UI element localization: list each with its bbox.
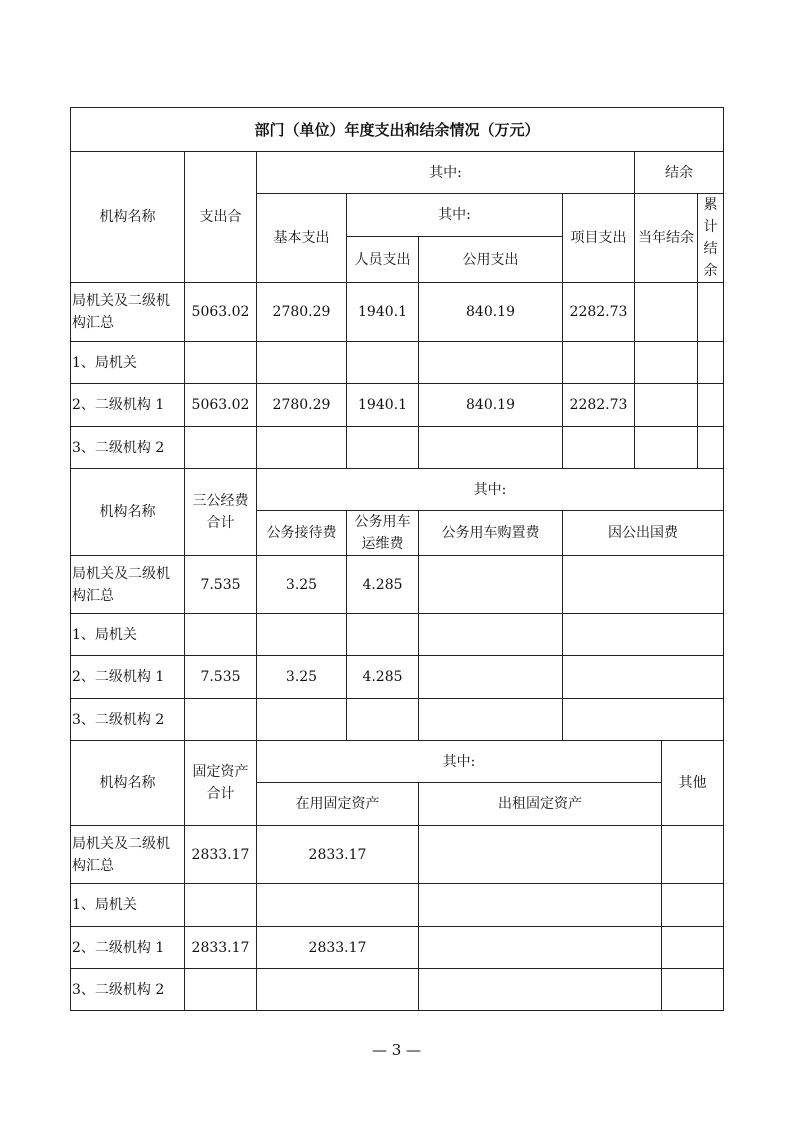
s1-cell-cum-balance [698,384,724,427]
s1-header-cur-balance: 当年结余 [635,194,698,283]
s1-cell-total [185,427,257,469]
table-row [71,283,724,342]
s1-cell-project: 2282.73 [563,283,635,342]
s1-cell-cur-balance [635,342,698,384]
s1-header-org-name: 机构名称 [71,152,185,283]
s1-cell-public: 840.19 [419,283,563,342]
s1-cell-project [563,342,635,384]
s2-header-reception: 公务接待费 [257,511,347,556]
s2-header-org-name: 机构名称 [71,469,185,556]
s3-cell-in-use [257,969,419,1011]
s2-cell-vehicle-op [347,699,419,741]
page-number: — 3 — [371,1041,422,1059]
s1-cell-public [419,427,563,469]
s3-row-name: 局机关及二级机构汇总 [71,826,185,884]
s2-cell-abroad [563,656,724,699]
s2-cell-total: 7.535 [185,656,257,699]
table-row [71,427,724,469]
s3-cell-in-use: 2833.17 [257,826,419,884]
s1-cell-personnel [347,427,419,469]
table-row [71,927,724,969]
s1-cell-basic: 2780.29 [257,283,347,342]
table-row [71,656,724,699]
document-table-wrapper [70,107,724,1011]
s1-cell-cum-balance [698,342,724,384]
s2-cell-vehicle-op: 4.285 [347,656,419,699]
s2-header-vehicle-op: 公务用车运维费 [347,511,419,556]
s1-cell-basic: 2780.29 [257,384,347,427]
s1-header-public: 公用支出 [419,237,563,283]
s2-header-total: 三公经费合计 [185,469,257,556]
s1-header-project: 项目支出 [563,194,635,283]
s2-cell-abroad [563,614,724,656]
s1-cell-total [185,342,257,384]
s3-cell-total: 2833.17 [185,826,257,884]
table-row [71,826,724,884]
s1-header-personnel: 人员支出 [347,237,419,283]
table-row [71,342,724,384]
s3-cell-rented [419,884,662,927]
s1-cell-project: 2282.73 [563,384,635,427]
s2-cell-abroad [563,699,724,741]
s2-cell-vehicle-buy [419,556,563,614]
s1-cell-personnel: 1940.1 [347,283,419,342]
table-row [71,614,724,656]
s2-row-name: 局机关及二级机构汇总 [71,556,185,614]
s1-header-total: 支出合 [185,152,257,283]
s1-cell-cum-balance [698,427,724,469]
s2-cell-reception: 3.25 [257,556,347,614]
s1-cell-basic [257,427,347,469]
s1-header-among: 其中: [257,152,635,194]
s3-cell-total [185,884,257,927]
s3-row-name: 3、二级机构 2 [71,969,185,1011]
s2-cell-vehicle-op: 4.285 [347,556,419,614]
table-row [71,384,724,427]
table-row [71,556,724,614]
s1-cell-cur-balance [635,427,698,469]
s2-row-name: 1、局机关 [71,614,185,656]
s3-cell-other [662,826,724,884]
s3-cell-other [662,927,724,969]
s3-cell-other [662,884,724,927]
s2-header-vehicle-buy: 公务用车购置费 [419,511,563,556]
s1-cell-basic [257,342,347,384]
s3-header-among: 其中: [257,741,662,783]
s1-cell-cum-balance [698,283,724,342]
s3-row-name: 2、二级机构 1 [71,927,185,969]
s3-header-org-name: 机构名称 [71,741,185,826]
s3-row-name: 1、局机关 [71,884,185,927]
s3-cell-in-use [257,884,419,927]
s2-cell-total [185,699,257,741]
s2-cell-total: 7.535 [185,556,257,614]
s3-cell-other [662,969,724,1011]
s2-cell-reception: 3.25 [257,656,347,699]
table-row [71,969,724,1011]
s2-row-name: 3、二级机构 2 [71,699,185,741]
s1-row-name: 1、局机关 [71,342,185,384]
s2-row-name: 2、二级机构 1 [71,656,185,699]
s2-cell-vehicle-buy [419,656,563,699]
s2-cell-vehicle-buy [419,614,563,656]
s1-row-name: 局机关及二级机构汇总 [71,283,185,342]
s2-cell-vehicle-op [347,614,419,656]
s1-cell-project [563,427,635,469]
expenditure-balance-table [70,107,724,1011]
s1-cell-total: 5063.02 [185,283,257,342]
s3-cell-in-use: 2833.17 [257,927,419,969]
s1-cell-public: 840.19 [419,384,563,427]
s2-cell-abroad [563,556,724,614]
s3-header-in-use: 在用固定资产 [257,783,419,826]
s2-cell-reception [257,614,347,656]
s3-header-total: 固定资产合计 [185,741,257,826]
s3-header-rented: 出租固定资产 [419,783,662,826]
s1-header-cum-balance: 累计结余 [698,194,724,283]
s3-header-other: 其他 [662,741,724,826]
table-row [71,884,724,927]
s2-cell-vehicle-buy [419,699,563,741]
s3-cell-rented [419,826,662,884]
s3-cell-total: 2833.17 [185,927,257,969]
s2-header-among: 其中: [257,469,724,511]
s1-row-name: 3、二级机构 2 [71,427,185,469]
s1-cell-cur-balance [635,384,698,427]
s1-cell-cur-balance [635,283,698,342]
s2-cell-reception [257,699,347,741]
table-row [71,699,724,741]
s1-cell-total: 5063.02 [185,384,257,427]
table-title: 部门（单位）年度支出和结余情况（万元） [71,108,724,152]
s1-cell-personnel [347,342,419,384]
s3-cell-rented [419,969,662,1011]
s1-header-among2: 其中: [347,194,563,237]
s2-header-abroad: 因公出国费 [563,511,724,556]
s3-cell-rented [419,927,662,969]
s1-header-balance: 结余 [635,152,724,194]
s1-cell-public [419,342,563,384]
s1-row-name: 2、二级机构 1 [71,384,185,427]
s1-cell-personnel: 1940.1 [347,384,419,427]
s1-header-basic: 基本支出 [257,194,347,283]
s3-cell-total [185,969,257,1011]
s2-cell-total [185,614,257,656]
